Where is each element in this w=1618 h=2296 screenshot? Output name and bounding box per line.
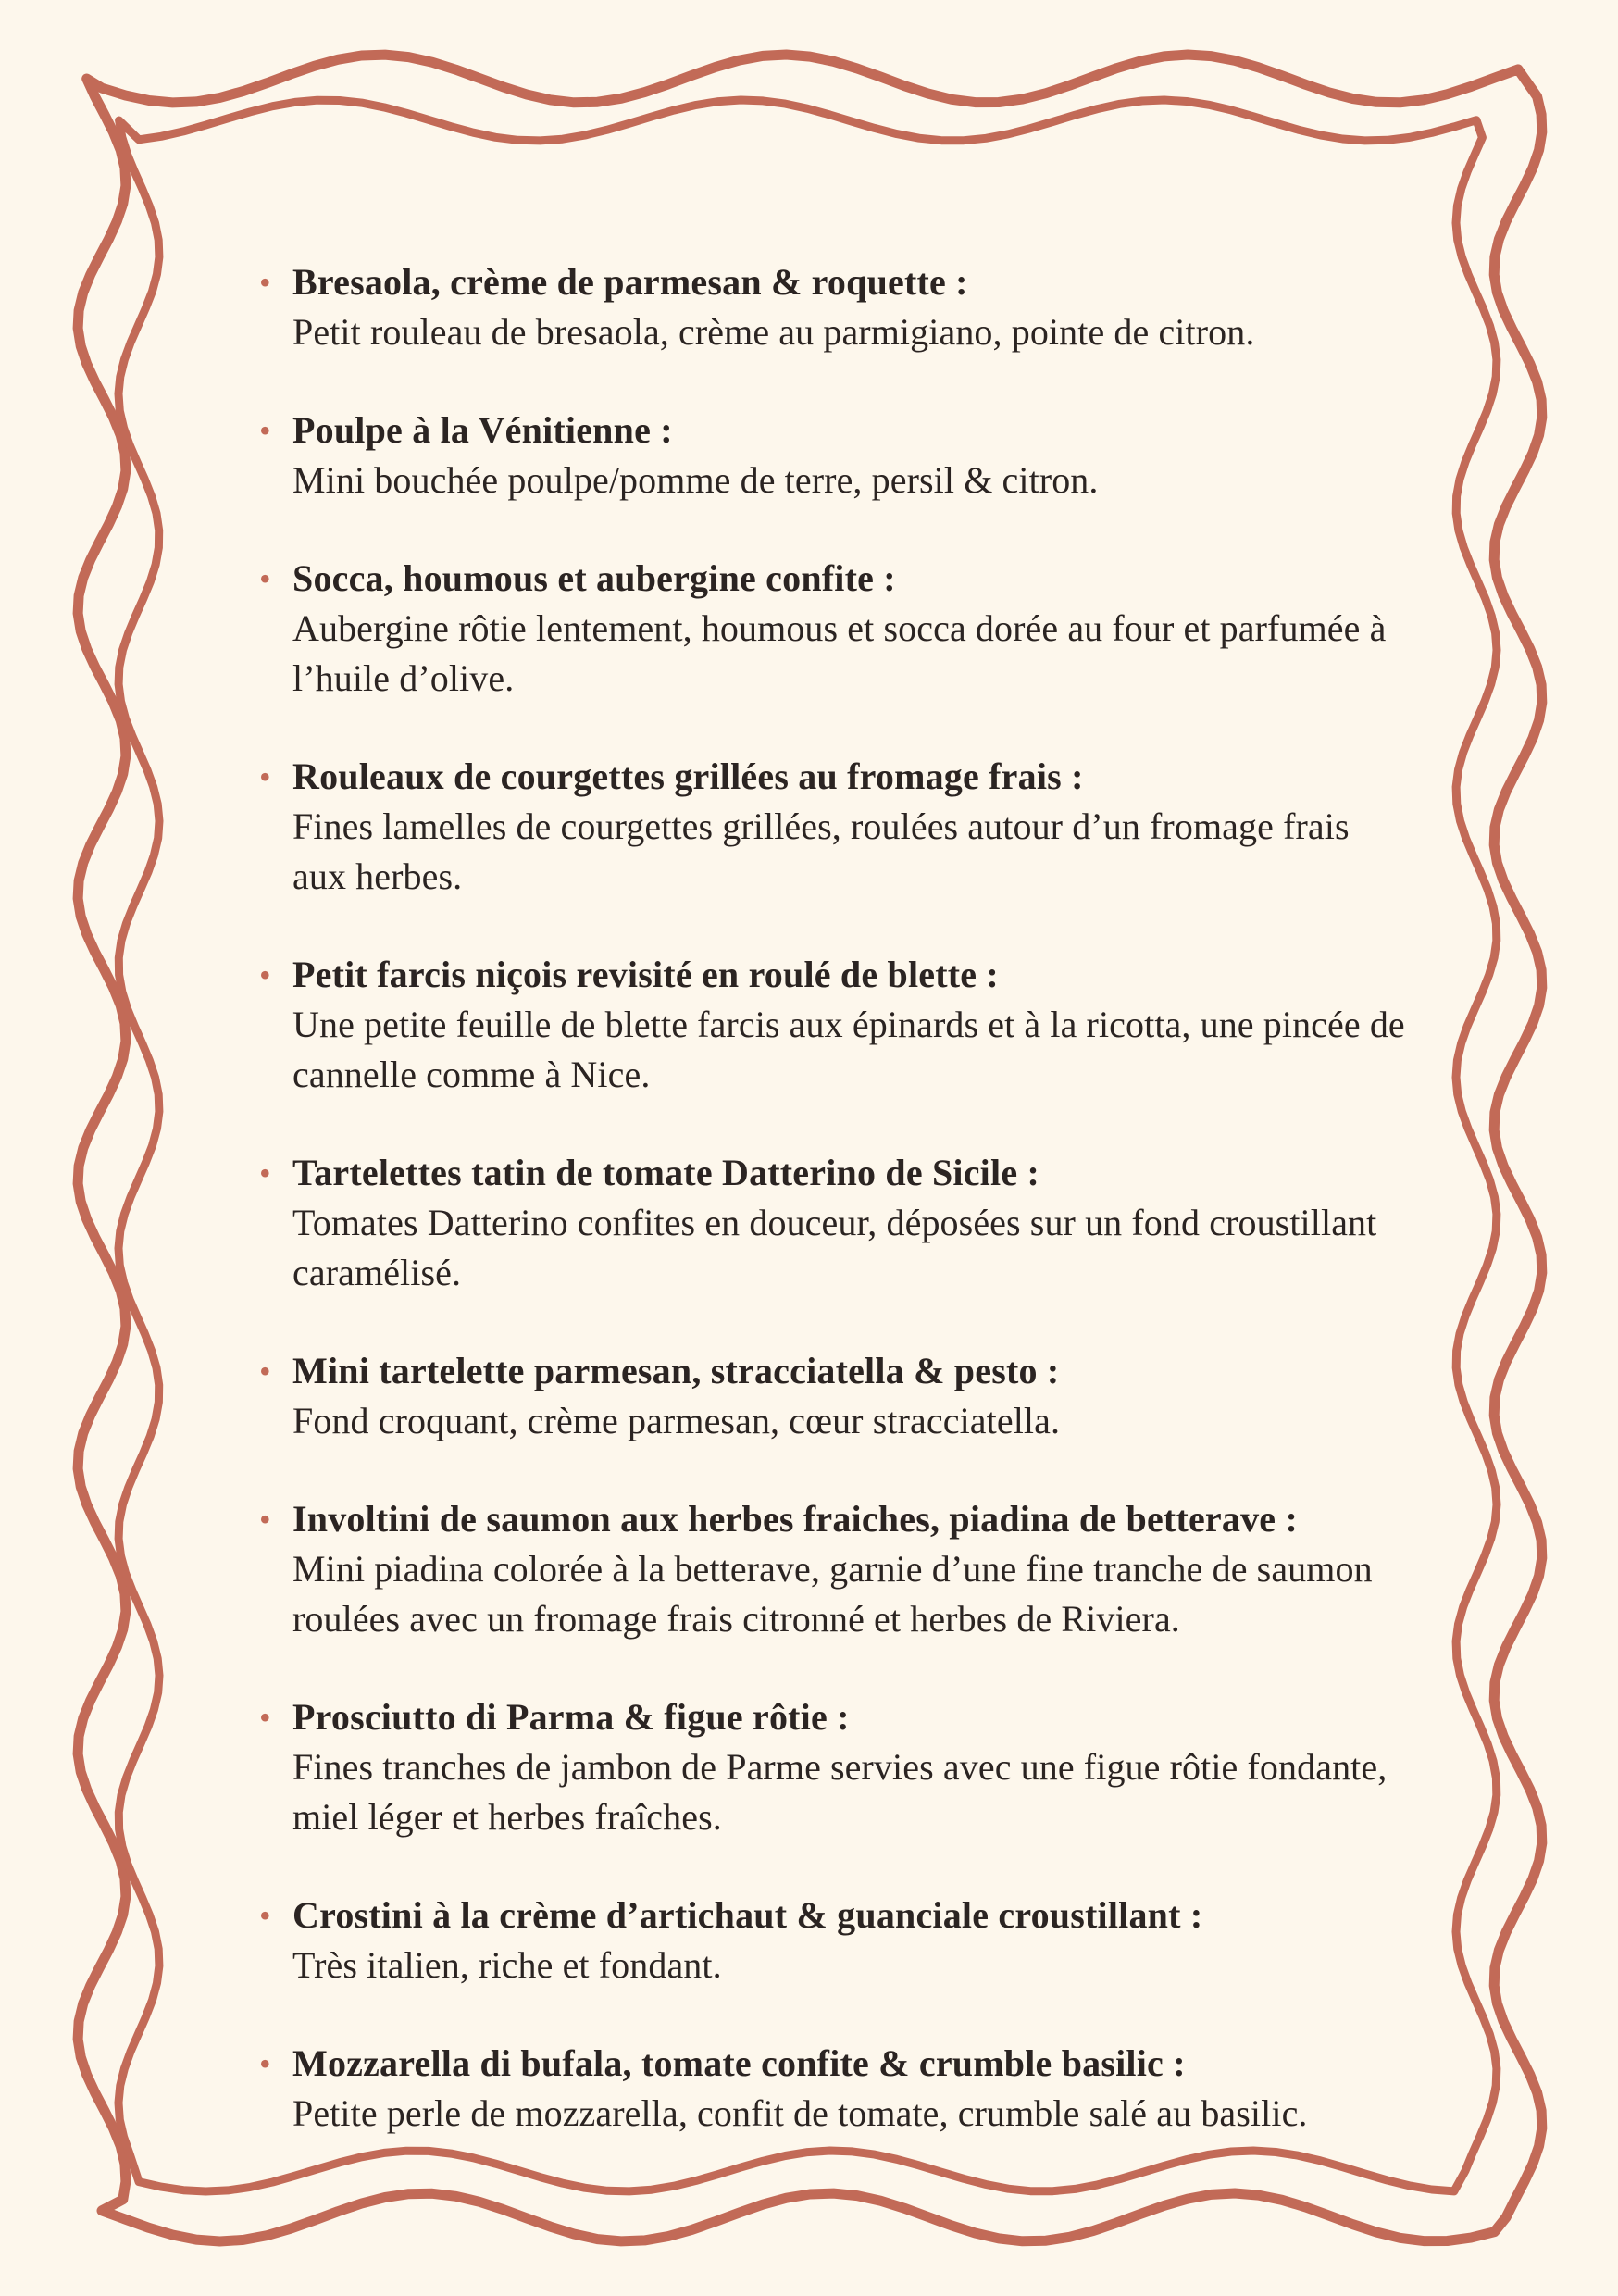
menu-item-title: Mozzarella di bufala, tomate confite & crumble basilic : — [292, 2042, 1186, 2084]
menu-item-title: Mini tartelette parmesan, stracciatella & pesto : — [292, 1350, 1060, 1391]
bullet-icon: • — [259, 1897, 271, 1934]
bullet-icon: • — [259, 560, 271, 597]
menu-item — [259, 1890, 1481, 1990]
menu-item — [259, 752, 1481, 902]
menu-item-title: Crostini à la crème d’artichaut & guanciale croustillant : — [292, 1894, 1203, 1936]
menu-item-description: Aubergine rôtie lentement, houmous et socca dorée au four et parfumée à l’huile d’olive. — [292, 607, 1387, 699]
menu-item-description: Petite perle de mozzarella, confit de tomate, crumble salé au basilic. — [292, 2092, 1308, 2134]
menu-item — [259, 1148, 1481, 1298]
menu-item — [259, 257, 1481, 357]
menu-item — [259, 950, 1481, 1100]
menu-item — [259, 2039, 1481, 2139]
bullet-icon: • — [259, 758, 271, 795]
menu-item-description: Très italien, riche et fondant. — [292, 1944, 722, 1986]
menu-item-title: Involtini de saumon aux herbes fraiches, piadina de betterave : — [292, 1498, 1298, 1540]
bullet-icon: • — [259, 1699, 271, 1736]
menu-item — [259, 1494, 1481, 1644]
menu-item-description: Mini piadina colorée à la betterave, garnie d’une fine tranche de saumon roulées avec un fromage frais citronné et herbes de Riviera. — [292, 1548, 1373, 1640]
bullet-icon: • — [259, 1501, 271, 1538]
bullet-icon: • — [259, 2045, 271, 2082]
menu-item-title: Socca, houmous et aubergine confite : — [292, 557, 896, 599]
menu-item-description: Fond croquant, crème parmesan, cœur stracciatella. — [292, 1400, 1061, 1441]
menu-item-title: Petit farcis niçois revisité en roulé de blette : — [292, 954, 999, 995]
menu-item — [259, 554, 1481, 704]
menu-item-description: Mini bouchée poulpe/pomme de terre, persil & citron. — [292, 459, 1099, 501]
menu-item-title: Prosciutto di Parma & figue rôtie : — [292, 1696, 850, 1738]
menu-item-description: Tomates Datterino confites en douceur, déposées sur un fond croustillant caramélisé. — [292, 1202, 1377, 1293]
menu-item — [259, 1346, 1481, 1446]
menu-item-title: Rouleaux de courgettes grillées au fromage frais : — [292, 755, 1084, 797]
menu-item-list — [259, 257, 1481, 2187]
bullet-icon: • — [259, 412, 271, 449]
bullet-icon: • — [259, 1154, 271, 1192]
menu-item — [259, 406, 1481, 505]
menu-item-title: Tartelettes tatin de tomate Datterino de Sicile : — [292, 1152, 1039, 1193]
menu-item-description: Fines tranches de jambon de Parme servies avec une figue rôtie fondante, miel léger et herbes fraîches. — [292, 1746, 1388, 1838]
bullet-icon: • — [259, 956, 271, 993]
bullet-icon: • — [259, 1353, 271, 1390]
menu-item — [259, 1692, 1481, 1842]
menu-item-description: Fines lamelles de courgettes grillées, roulées autour d’un fromage frais aux herbes. — [292, 805, 1350, 897]
menu-item-title: Bresaola, crème de parmesan & roquette : — [292, 261, 968, 303]
menu-item-title: Poulpe à la Vénitienne : — [292, 409, 673, 451]
menu-item-description: Petit rouleau de bresaola, crème au parmigiano, pointe de citron. — [292, 311, 1255, 353]
bullet-icon: • — [259, 264, 271, 301]
menu-item-description: Une petite feuille de blette farcis aux épinards et à la ricotta, une pincée de cannelle comme à Nice. — [292, 1004, 1405, 1095]
